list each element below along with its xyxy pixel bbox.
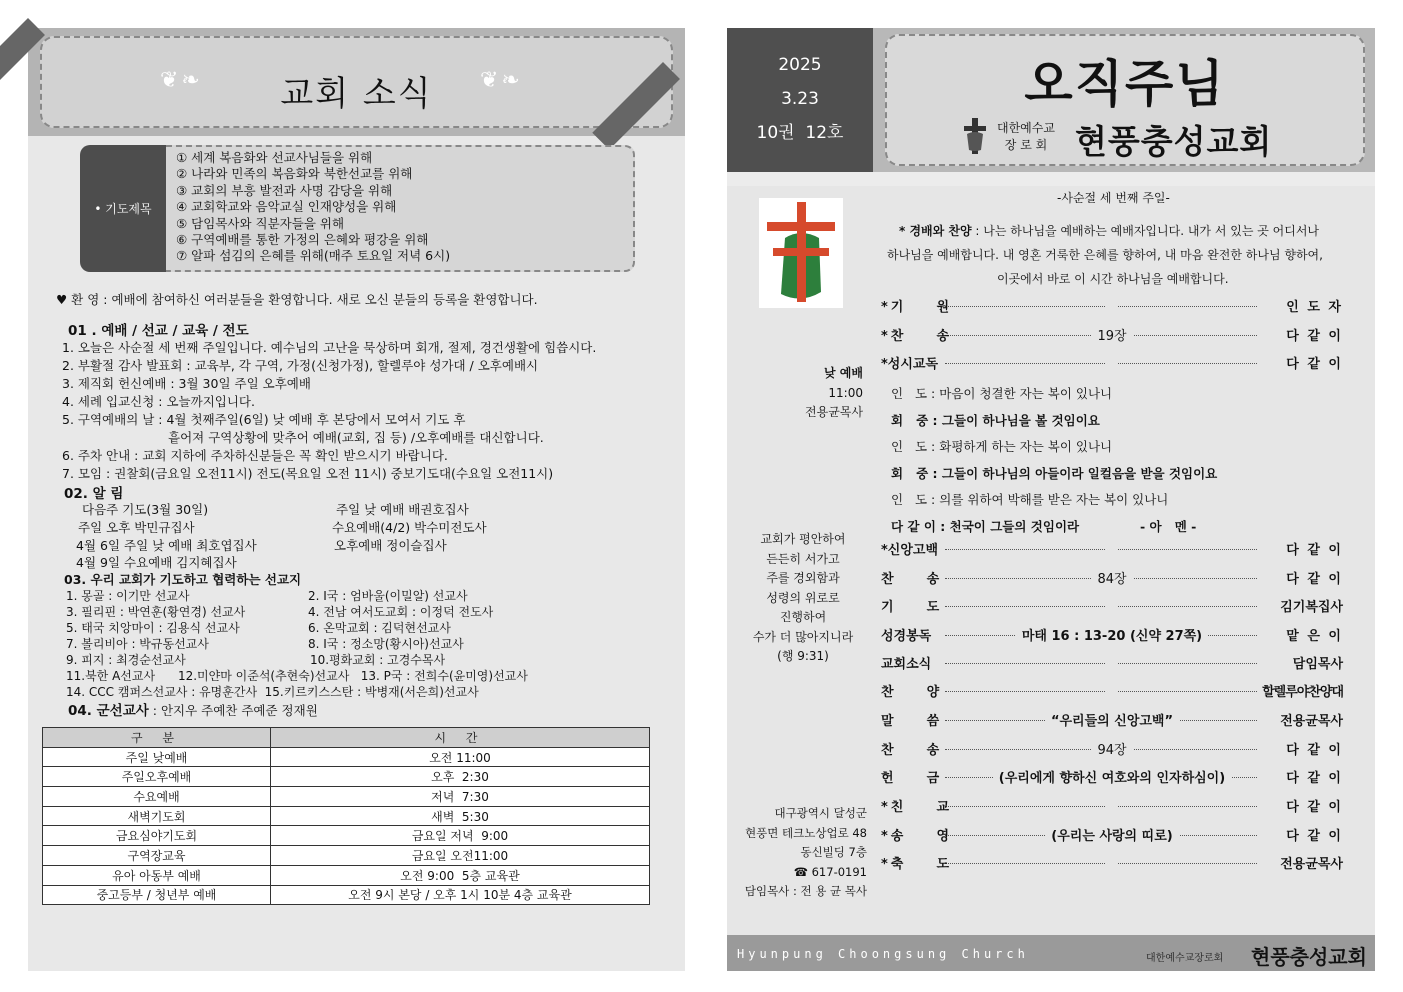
table-row: 유아 아동부 예배 오전 9:00 5층 교육관 bbox=[43, 865, 650, 885]
notice-item: 주일 오후 박민규집사 bbox=[78, 520, 195, 535]
table-header: 구 분 bbox=[43, 728, 271, 748]
notice-item: 오후예배 정이슬집사 bbox=[334, 538, 447, 553]
mission-item: 1. 몽골 : 이기만 선교사 bbox=[66, 589, 190, 603]
footer-english-name: Hyunpung Choongsung Church bbox=[737, 947, 1029, 961]
news-item: 1. 오늘은 사순절 세 번째 주일입니다. 예수님의 고난을 묵상하며 회개, 절제, 경건생활에 힘씁시다. bbox=[62, 340, 597, 355]
table-row: 금요심야기도회 금요일 저녁 9:00 bbox=[43, 826, 650, 846]
service-order-row: *성시교독 다 같 이 bbox=[881, 353, 1343, 373]
intro-line: 이곳에서 바로 이 시간 하나님을 예배합니다. bbox=[997, 272, 1229, 286]
notice-item: 4월 9일 수요예배 김지혜집사 bbox=[76, 555, 237, 570]
mission-item: 9. 피지 : 최경순선교사 bbox=[66, 653, 186, 667]
prayer-item: ⑦ 알파 섬김의 은혜를 위해(매주 토요일 저녁 6시) bbox=[176, 248, 451, 264]
mission-item: 8. I국 : 정소망(황시아)선교사 bbox=[308, 637, 464, 651]
prayer-item: ① 세계 복음화와 선교사님들을 위해 bbox=[176, 150, 373, 165]
mission-item: 7. 볼리비아 : 박규동선교사 bbox=[66, 637, 209, 651]
intro-line: 하나님을 예배합니다. 내 영혼 거룩한 은혜를 향하여, 내 마음 완전한 하나님 향하여, bbox=[887, 248, 1323, 262]
leaf-ornament-icon: ❦ ❧ bbox=[160, 68, 198, 93]
mission-item: 2. I국 : 엄바울(이밀알) 선교사 bbox=[308, 589, 468, 603]
service-order-row: 찬 송 94장 다 같 이 bbox=[881, 739, 1343, 759]
intro-line: * 경배와 찬양 : 나는 하나님을 예배하는 예배자입니다. 내가 서 있는 곳 어디서나 bbox=[899, 224, 1320, 238]
news-page bbox=[28, 28, 685, 971]
responsive-line: 다 같 이 : 천국이 그들의 것임이라 - 아 멘 - bbox=[891, 519, 1197, 534]
leaf-ornament-icon: ❦ ❧ bbox=[480, 68, 518, 93]
mission-item: 14. CCC 캠퍼스선교사 : 유명훈간사 15.키르키스스탄 : 박병재(서은희)선교사 bbox=[66, 685, 479, 699]
worship-schedule-table bbox=[42, 727, 650, 905]
news-item: 5. 구역예배의 날 : 4월 첫째주일(6일) 낮 예배 후 본당에서 모여서 기도 후 bbox=[62, 412, 466, 427]
responsive-line: 인 도 : 마음이 청결한 자는 복이 있나니 bbox=[891, 386, 1113, 401]
service-order-row: *찬 송 19장 다 같 이 bbox=[881, 325, 1343, 345]
responsive-line: 회 중 : 그들이 하나님을 볼 것임이요 bbox=[891, 413, 1100, 428]
news-banner bbox=[28, 28, 685, 136]
prayer-list bbox=[166, 145, 635, 272]
service-order-row: *신앙고백 다 같 이 bbox=[881, 539, 1343, 559]
service-order-row: *기 원 인 도 자 bbox=[881, 296, 1343, 316]
news-item: 7. 모임 : 권찰회(금요일 오전11시) 전도(목요일 오전 11시) 중보기도대(수요일 오전11시) bbox=[62, 466, 554, 481]
service-order-row: 찬 양 할렐루야찬양대 bbox=[881, 681, 1343, 701]
church-name: 현풍충성교회 bbox=[1075, 122, 1273, 161]
prayer-item: ③ 교회의 부흥 발전과 사명 감당을 위해 bbox=[176, 182, 393, 198]
footer-denomination: 대한예수교장로회 bbox=[1146, 953, 1224, 964]
table-row: 새벽기도회 새벽 5:30 bbox=[43, 806, 650, 826]
issue-date-box bbox=[727, 28, 873, 172]
news-item: 3. 제직회 헌신예배 : 3월 30일 주일 오후예배 bbox=[62, 376, 311, 391]
issue-year: 2025 bbox=[778, 55, 822, 75]
cross-logo-icon bbox=[759, 198, 843, 308]
service-order-row: 성경봉독 마태 16 : 13-20 (신약 27쪽) 맡 은 이 bbox=[881, 625, 1343, 645]
service-info: 낮 예배 11:00 전용균목사 bbox=[805, 366, 863, 419]
notice-item: 4월 6일 주일 낮 예배 최호엽집사 bbox=[76, 538, 257, 553]
news-title: 교회 소식 bbox=[280, 74, 433, 114]
prayer-topics bbox=[80, 145, 635, 272]
table-row: 구역장교육 금요일 오전11:00 bbox=[43, 846, 650, 866]
responsive-line: 회 중 : 그들이 하나님의 아들이라 일컬음을 받을 것임이요 bbox=[891, 466, 1218, 481]
service-order-row: 헌 금 (우리에게 향하신 여호와의 인자하심이) 다 같 이 bbox=[881, 767, 1343, 787]
prayer-item: ⑥ 구역예배를 통한 가정의 은혜와 평강을 위해 bbox=[176, 232, 429, 248]
main-title: 오직주님 bbox=[1024, 55, 1226, 113]
service-order-row: *송 영 (우리는 사랑의 띠로) 다 같 이 bbox=[881, 825, 1343, 845]
responsive-line: 인 도 : 화평하게 하는 자는 복이 있나니 bbox=[891, 439, 1113, 454]
table-row: 주일 낮예배 오전 11:00 bbox=[43, 747, 650, 767]
prayer-item: ② 나라와 민족의 복음화와 북한선교를 위해 bbox=[176, 166, 413, 182]
footer-bar bbox=[727, 935, 1375, 971]
denomination: 대한예수교 장 로 회 bbox=[997, 121, 1055, 152]
news-item: 2. 부활절 감사 발표회 : 교육부, 각 구역, 가정(신청가정), 할렐루야 성가대 / 오후예배시 bbox=[62, 358, 539, 373]
service-order-row: 교회소식 담임목사 bbox=[881, 653, 1343, 673]
issue-date: 3.23 bbox=[781, 89, 819, 109]
section-title: 02. 알 림 bbox=[64, 486, 124, 502]
mission-item: 11.북한 A선교사 12.미얀마 이준석(추현숙)선교사 13. P국 : 전희수(윤미영)선교사 bbox=[66, 669, 528, 683]
table-row: 수요예배 저녁 7:30 bbox=[43, 787, 650, 807]
notice-item: 다음주 기도(3월 30일) bbox=[82, 502, 209, 517]
prayer-item: ④ 교회학교와 음악교실 인재양성을 위해 bbox=[176, 199, 397, 215]
mission-item: 4. 전남 여서도교회 : 이정덕 전도사 bbox=[308, 605, 494, 619]
mission-item: 3. 필리핀 : 박연훈(황연경) 선교사 bbox=[66, 605, 246, 619]
motto-verse: 교회가 평안하여 든든히 서가고 주를 경외함과 성령의 위로로 진행하여 수가 더 많아지니라 (행 9:31) bbox=[752, 532, 854, 663]
news-item: 6. 주차 안내 : 교회 지하에 주차하신분들은 꼭 확인 받으시기 바랍니다. bbox=[62, 448, 448, 463]
responsive-line: 인 도 : 의를 위하여 박해를 받은 자는 복이 있나니 bbox=[891, 492, 1169, 507]
service-order-row: *축 도 전용균목사 bbox=[881, 853, 1343, 873]
table-row: 중고등부 / 청년부 예배 오전 9시 본당 / 오후 1시 10분 4층 교육관 bbox=[43, 885, 650, 905]
church-cross-icon bbox=[961, 116, 989, 156]
bulletin-cover bbox=[727, 28, 1375, 971]
section-title: 03. 우리 교회가 기도하고 협력하는 선교지 bbox=[64, 572, 302, 587]
news-item: 4. 세례 입교신청 : 오늘까지입니다. bbox=[62, 394, 255, 409]
footer-church-name: 현풍충성교회 bbox=[1251, 945, 1367, 969]
prayer-tag: • 기도제목 bbox=[80, 145, 166, 272]
service-order-row: 찬 송 84장 다 같 이 bbox=[881, 568, 1343, 588]
mission-item: 10.평화교회 : 고경수목사 bbox=[310, 653, 446, 667]
news-item: 흩어져 구역상황에 맞추어 예배(교회, 집 등) /오후예배를 대신합니다. bbox=[168, 430, 544, 445]
service-order-row: 기 도 김기복집사 bbox=[881, 596, 1343, 616]
welcome-text: ♥ 환 영 : 예배에 참여하신 여러분들을 환영합니다. 새로 오신 분들의 등록을 환영합니다. bbox=[56, 292, 538, 307]
mission-item: 5. 태국 치앙마이 : 김용식 선교사 bbox=[66, 621, 240, 635]
notice-item: 수요예배(4/2) 박수미전도사 bbox=[332, 520, 487, 535]
corner-ribbon bbox=[0, 18, 45, 106]
service-order-row: 말 씀 “우리들의 신앙고백” 전용균목사 bbox=[881, 710, 1343, 730]
table-row: 주일오후예배 오후 2:30 bbox=[43, 767, 650, 787]
title-banner bbox=[873, 28, 1375, 172]
mission-item: 6. 온막교회 : 김덕현선교사 bbox=[308, 621, 451, 635]
prayer-item: ⑤ 담임목사와 직분자들을 위해 bbox=[176, 215, 345, 231]
service-order-row: *친 교 다 같 이 bbox=[881, 796, 1343, 816]
section-title: 01 . 예배 / 선교 / 교육 / 전도 bbox=[68, 323, 249, 339]
church-address: 대구광역시 달성군 현풍면 테크노상업로 48 동신빌딩 7층 ☎ 617-0191 담임목사 : 전 용 균 목사 bbox=[744, 806, 867, 898]
military-missionaries: 04. 군선교사 : 안지우 주예찬 주예준 정재원 bbox=[68, 703, 318, 719]
notice-item: 주일 낮 예배 배권호집사 bbox=[336, 502, 469, 517]
issue-volume: 10권 12호 bbox=[756, 123, 844, 143]
table-header: 시 간 bbox=[271, 728, 650, 748]
worship-subtitle: -사순절 세 번째 주일- bbox=[1057, 191, 1170, 205]
